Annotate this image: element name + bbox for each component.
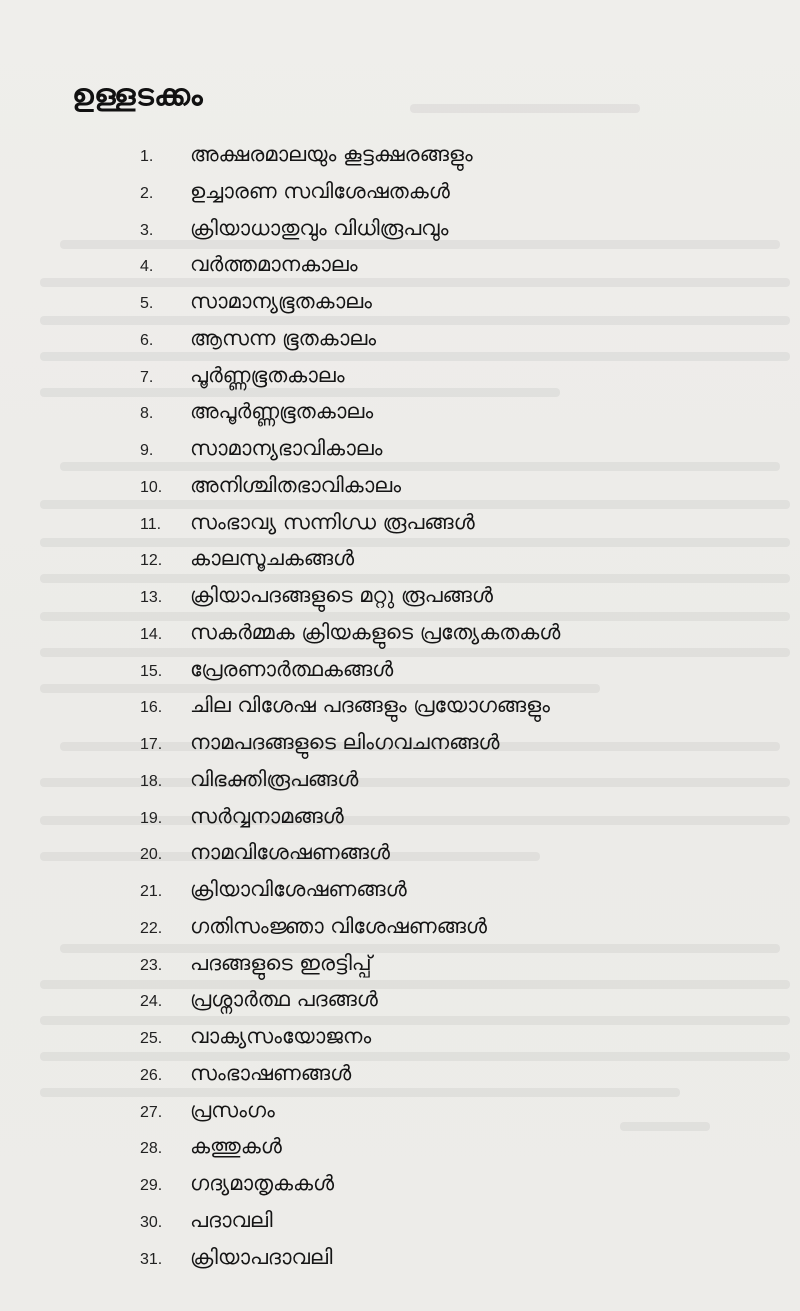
toc-entry-number: 17. [140, 736, 163, 753]
toc-entry [140, 430, 560, 467]
toc-entry-title: വർത്തമാനകാലം [190, 252, 358, 277]
toc-entry-number: 4. [140, 258, 154, 276]
toc-entry-number: 1. [140, 148, 154, 165]
toc-entry [140, 283, 560, 320]
toc-entry-number: 26. [140, 1066, 163, 1084]
toc-entry-number: 27. [140, 1103, 163, 1121]
toc-entry-number: 29. [140, 1177, 163, 1194]
toc-entry [140, 173, 560, 210]
toc-entry-title: സംഭാഷണങ്ങൾ [190, 1060, 352, 1085]
toc-entry-title: നാമവിശേഷണങ്ങൾ [190, 840, 391, 865]
toc-entry [140, 136, 560, 173]
toc-entry-number: 7. [140, 368, 154, 386]
toc-entry [140, 577, 560, 614]
toc-entry [140, 1239, 560, 1276]
toc-entry [140, 724, 560, 761]
toc-entry [140, 981, 560, 1018]
toc-entry [140, 504, 560, 541]
toc-entry-title: സാമാന്യഭൂതകാലം [190, 289, 372, 313]
toc-entry-title: ക്രിയാധാതുവും വിധിരൂപവും [190, 215, 449, 240]
toc-entry [140, 540, 560, 577]
table-of-contents [140, 136, 560, 1275]
toc-entry-number: 8. [140, 405, 154, 423]
toc-entry-title: ക്രിയാപദാവലി [190, 1244, 333, 1269]
toc-entry [140, 614, 560, 651]
toc-entry-number: 18. [140, 772, 163, 790]
toc-entry-title: പ്രസംഗം [190, 1097, 275, 1122]
toc-entry-title: പൂർണ്ണഭൂതകാലം [190, 362, 345, 387]
toc-entry-title: സംഭാവ്യ സന്നിഗ്ധ രൂപങ്ങൾ [190, 509, 475, 534]
toc-entry [140, 1202, 560, 1239]
toc-entry-title: ഗദ്യമാതൃകകൾ [190, 1171, 335, 1195]
toc-entry-title: കാലസൂചകങ്ങൾ [190, 546, 355, 571]
page-title: ഉള്ളടക്കം [72, 78, 204, 113]
toc-entry-title: വാക്യസംയോജനം [190, 1024, 372, 1048]
toc-entry [140, 1128, 560, 1165]
toc-entry-title: പ്രശ്നാർത്ഥ പദങ്ങൾ [190, 987, 378, 1012]
toc-entry-number: 6. [140, 331, 154, 349]
toc-entry-number: 12. [140, 552, 163, 570]
toc-entry [140, 761, 560, 798]
toc-entry-number: 10. [140, 478, 163, 496]
toc-entry-number: 15. [140, 662, 163, 680]
toc-entry-title: സാമാന്യഭാവികാലം [190, 436, 383, 460]
toc-entry-number: 21. [140, 883, 163, 900]
toc-entry [140, 1055, 560, 1092]
toc-entry [140, 908, 560, 945]
toc-entry-title: ആസന്ന ഭൂതകാലം [190, 325, 377, 350]
toc-entry [140, 1018, 560, 1055]
toc-entry-number: 19. [140, 809, 163, 827]
toc-entry-number: 30. [140, 1213, 163, 1231]
toc-entry-number: 22. [140, 919, 163, 937]
toc-entry-number: 25. [140, 1030, 163, 1047]
toc-entry-title: ഗതിസംജ്ഞാ വിശേഷണങ്ങൾ [190, 913, 487, 938]
toc-entry-number: 9. [140, 442, 154, 459]
toc-entry-title: ക്രിയാപദങ്ങളുടെ മറ്റു രൂപങ്ങൾ [190, 583, 493, 607]
toc-entry-title: സകർമ്മക ക്രിയകളുടെ പ്രത്യേകതകൾ [190, 619, 561, 644]
toc-entry-title: അനിശ്ചിതഭാവികാലം [190, 472, 402, 497]
toc-entry-number: 11. [140, 515, 162, 533]
toc-entry-title: നാമപദങ്ങളുടെ ലിംഗവചനങ്ങൾ [190, 730, 500, 754]
toc-entry-number: 16. [140, 699, 163, 717]
toc-entry-title: ഉച്ചാരണ സവിശേഷതകൾ [190, 178, 450, 203]
toc-entry [140, 1092, 560, 1129]
toc-entry [140, 1165, 560, 1202]
toc-entry [140, 798, 560, 835]
toc-entry-title: കത്തുകൾ [190, 1134, 282, 1159]
toc-entry [140, 467, 560, 504]
toc-entry [140, 357, 560, 394]
toc-entry-number: 28. [140, 1140, 163, 1158]
toc-entry [140, 320, 560, 357]
toc-entry-number: 20. [140, 846, 163, 864]
toc-entry [140, 246, 560, 283]
toc-entry-number: 5. [140, 295, 154, 312]
toc-entry-number: 23. [140, 956, 163, 974]
toc-entry-number: 31. [140, 1250, 163, 1268]
toc-entry [140, 945, 560, 982]
toc-entry-title: വിഭക്തിരൂപങ്ങൾ [190, 766, 359, 791]
toc-entry-title: പദങ്ങളുടെ ഇരട്ടിപ്പ് [190, 950, 372, 975]
toc-entry [140, 871, 560, 908]
toc-entry-number: 14. [140, 625, 163, 643]
toc-entry-title: പദാവലി [190, 1207, 273, 1232]
toc-entry-number: 3. [140, 221, 154, 239]
toc-entry [140, 651, 560, 688]
toc-entry-title: ചില വിശേഷ പദങ്ങളും പ്രയോഗങ്ങളും [190, 693, 550, 718]
toc-entry-number: 24. [140, 993, 163, 1011]
toc-entry-number: 13. [140, 589, 163, 606]
toc-entry-title: ക്രിയാവിശേഷണങ്ങൾ [190, 877, 407, 901]
toc-entry [140, 210, 560, 247]
toc-entry-title: അപൂർണ്ണഭൂതകാലം [190, 399, 374, 424]
toc-entry-title: പ്രേരണാർത്ഥകങ്ങൾ [190, 656, 394, 681]
toc-entry [140, 393, 560, 430]
toc-entry-title: സർവ്വനാമങ്ങൾ [190, 803, 344, 828]
toc-entry-number: 2. [140, 184, 154, 202]
toc-entry [140, 834, 560, 871]
toc-entry-title: അക്ഷരമാലയും കൂട്ടക്ഷരങ്ങളും [190, 142, 473, 166]
toc-entry [140, 687, 560, 724]
